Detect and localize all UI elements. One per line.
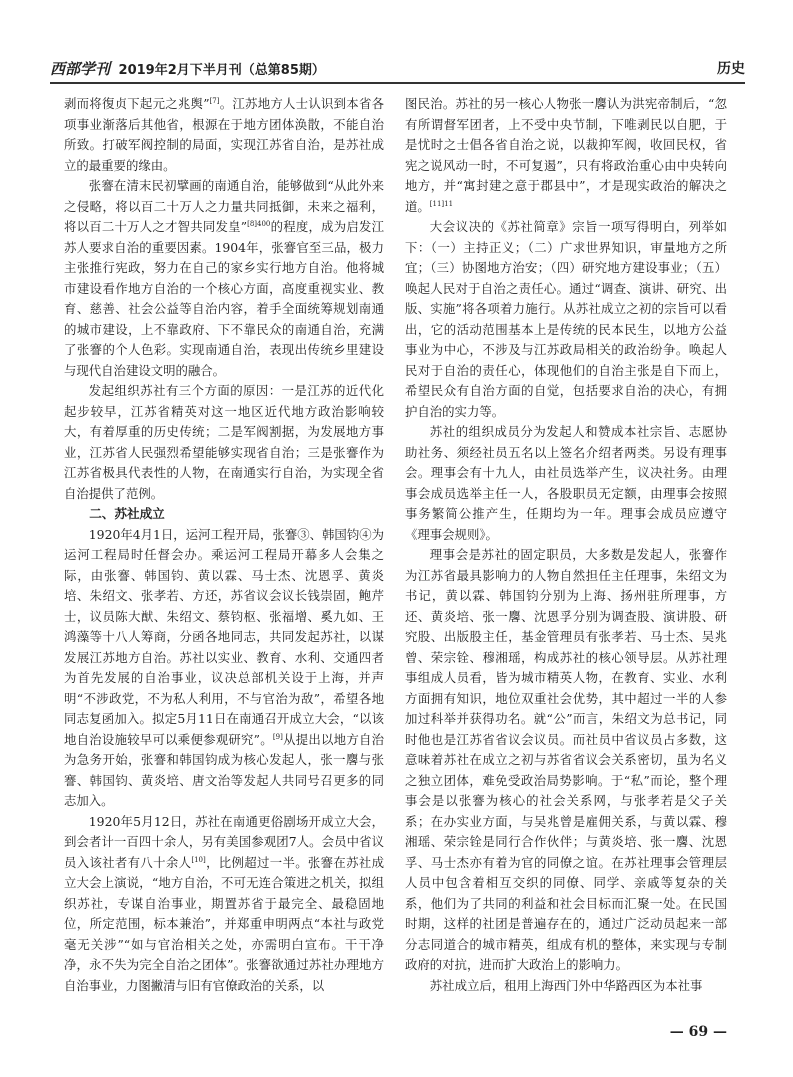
paragraph [405,94,727,217]
journal-logo: 西部学刊 [50,60,111,78]
paragraph-text: 从提出以地方自治为急务开始，张謇和韩国钧成为核心发起人，张一麐与张謇、韩国钧、黄炎培、唐文治等发起人共同号召更多的同志加入。 [64,731,385,808]
paragraph-text: 理事会是苏社的固定职员，大多数是发起人，张謇作为江苏省最具影响力的人物自然担任主任理事，朱绍文为书记，黄以霖、韩国钧分别为上海、扬州驻所理事，方还、黄炎培、张一麐、沈恩孚分别为调查股、演讲股、研究股、出版股主任，基金管理员有张孝若、马士杰、吴兆曾、荣宗铨、穆湘瑶，构成苏社的核心领导层。从苏社理事组成人员看，皆为城市精英人物，在教育、实业、水利方面拥有知识，地位双重社会优势，其中超过一半的人参加过科举并获得功名。就“公”而言，朱绍文为总书记，同时他也是江苏省省议会议员。而社员中省议员占多数，这意味着苏社在成立之初与苏省省议会关系密切，虽为名义之独立团体，难免受政治局势影响。于“私”而论，整个理事会是以张謇为核心的社会关系网，与张孝若是父子关系；在办实业方面，与吴兆曾是雇佣关系，与黄以霖、穆湘瑶、荣宗铨是同行合作伙伴；与黄炎培、张一麐、沈恩孚、马士杰亦有着为官的同僚之谊。在苏社理事会管理层人员中包含着相互交织的同僚、同学、亲戚等复杂的关系，他们为了共同的利益和社会目标而汇聚一处。在民国时期，这样的社团是普遍存在的，通过广泛动员起来一部分志同道合的城市精英，组成有机的整体，来实现与专制政府的对抗，进而扩大政治上的影响力。 [405,547,727,972]
paragraph [64,812,384,997]
left-column [64,94,384,996]
paragraph [64,94,384,176]
citation-ref: [10] [191,855,206,864]
paragraph-text: 大会议决的《苏社简章》宗旨一项写得明白，列举如下：（一）主持正义；（二）广求世界知识，审量地方之所宜；（三）协图地方治安；（四）研究地方建设事业；（五）唤起人民对于自治之责任心。通过“调查、演讲、研究、出版、实施”将各项着力施行。从苏社成立之初的宗旨可以看出，它的活动范围基本上是传统的民本民生，以地方公益事业为中心，不涉及与江苏政局相关的政治纷争。唤起人民对于自治的责任心，体现他们的自治主张是自下而上，希望民众有自治方面的自觉，包括要求自治的决心，有拥护自治的实力等。 [405,219,727,419]
paragraph-text: 1920年4月1日，运河工程开局，张謇③、韩国钧④为运河工程局时任督会办。乘运河工程局开幕多人会集之际，由张謇、韩国钧、黄以霖、马士杰、沈恩孚、黄炎培、朱绍文、张孝若、方还，苏省议会议长钱崇固，鲍芹士，议员陈大猷、朱绍文、蔡钧枢、张福增、奚九如、王鸿藻等十八人筹商，分函各地同志，共同发起苏社，以谋发展江苏地方自治。苏社以实业、教育、水利、交通四者为首先发展的自治事业，议决总部机关设于上海，并声明“不涉政党，不为私人利用，不与官治为敌”，希望各地同志复函加入。拟定5月11日在南通召开成立大会，“以该地自治设施较早可以乘便参观研究”。 [64,526,384,747]
paragraph-text: 发起组织苏社有三个方面的原因：一是江苏的近代化起步较早，江苏省精英对这一地区近代地方政治影响较大，有着厚重的历史传统；二是军阀割据，为发展地方事业，江苏省人民强烈希望能够实现省自治；三是张謇作为江苏省极具代表性的人物，在南通实行自治，为实现全省自治提供了范例。 [64,383,384,501]
paragraph-text: ，比例超过一半。张謇在苏社成立大会上演说，“地方自治，不可无连合策进之机关，拟组织苏社，专谋自治事业，期置苏省于最完全、最稳固地位，所定范围，标本兼治”，并郑重申明两点“本社与政党毫无关涉”“如与官治相关之处，亦需明白宣布。干干净净，永不失为完全自治之团体”。张謇欲通过苏社办理地方自治事业，力图撇清与旧有官僚政治的关系，以 [64,854,384,993]
paragraph-text: 苏社的组织成员分为发起人和赞成本社宗旨、志愿协助社务、须经社员五名以上签名介绍者两类。另设有理事会。理事会有十九人，由社员选举产生，议决社务。由理事会成员选举主任一人，各股职员无定额，由理事会按照事务繁简公推产生，任期均为一年。理事会成员应遵守《理事会规则》。 [405,424,727,542]
page-number: — 69 — [669,1024,727,1040]
page-header [50,54,745,84]
paragraph-text: 苏社成立后，租用上海西门外中华路西区为本社事 [429,977,703,993]
paragraph [405,976,727,997]
citation-ref: [7] [209,96,220,105]
section-heading: 二、苏社成立 [89,506,165,521]
paragraph-text: 张謇在清末民初擘画的南通自治，能够做到“从此外来之侵略，将以百二十万人之力量共同抵御，未来之福利，将以百二十万人之才智共同发皇” [64,178,384,234]
citation-ref: [11]11 [429,199,454,208]
paragraph-text: 1920年5月12日，苏社在南通更俗剧场开成立大会，到会者计一百四十余人，另有美国参观团7人。会员中省议员入该社者有八十余人 [64,813,384,870]
paragraph [405,422,727,545]
paragraph-text: 。江苏地方人士认识到本省各项事业渐落后其他省，根源在于地方团体涣散，不能自治所致。打破军阀控制的局面，实现江苏省自治，是苏社成立的最重要的缘由。 [64,96,384,173]
paragraph-text: 的程度，成为启发江苏人要求自治的重要因素。1904年，张謇官至三品，极力主张推行宪政，努力在自己的家乡实行地方自治。他将城市建设看作地方自治的一个核心方面，高度重视实业、教育、慈善、社会公益等自治内容，着手全面统筹规划南通的城市建设，上不靠政府、下不靠民众的南通自治，充满了张謇的个人色彩。实现南通自治，表现出传统乡里建设与现代自治建设文明的融合。 [64,219,384,378]
paragraph-text: 图民治。苏社的另一核心人物张一麐认为洪宪帝制后，“忽有所谓督军团者，上不受中央节制，下唯剥民以自肥，于是忧时之士倡各省自治之说，以裁抑军阀，收回民权，省宪之说风动一时，不可复遏”，只有将政治重心由中央转向地方，并“寓封建之意于郡县中”，才是现实政治的解决之道。 [405,96,727,214]
right-column [405,94,727,996]
section-label: 历史 [717,61,745,77]
paragraph [64,176,384,381]
citation-ref: [9] [272,732,283,741]
journal-info [50,58,325,79]
paragraph [64,381,384,504]
issue-info: 2019年2月下半月刊（总第85期） [118,63,325,78]
paragraph [405,545,727,976]
paragraph [64,525,384,812]
paragraph [405,217,727,422]
paragraph-text: 剥而将復贞下起元之兆舆” [64,96,210,111]
citation-ref: [8]400 [247,219,271,228]
